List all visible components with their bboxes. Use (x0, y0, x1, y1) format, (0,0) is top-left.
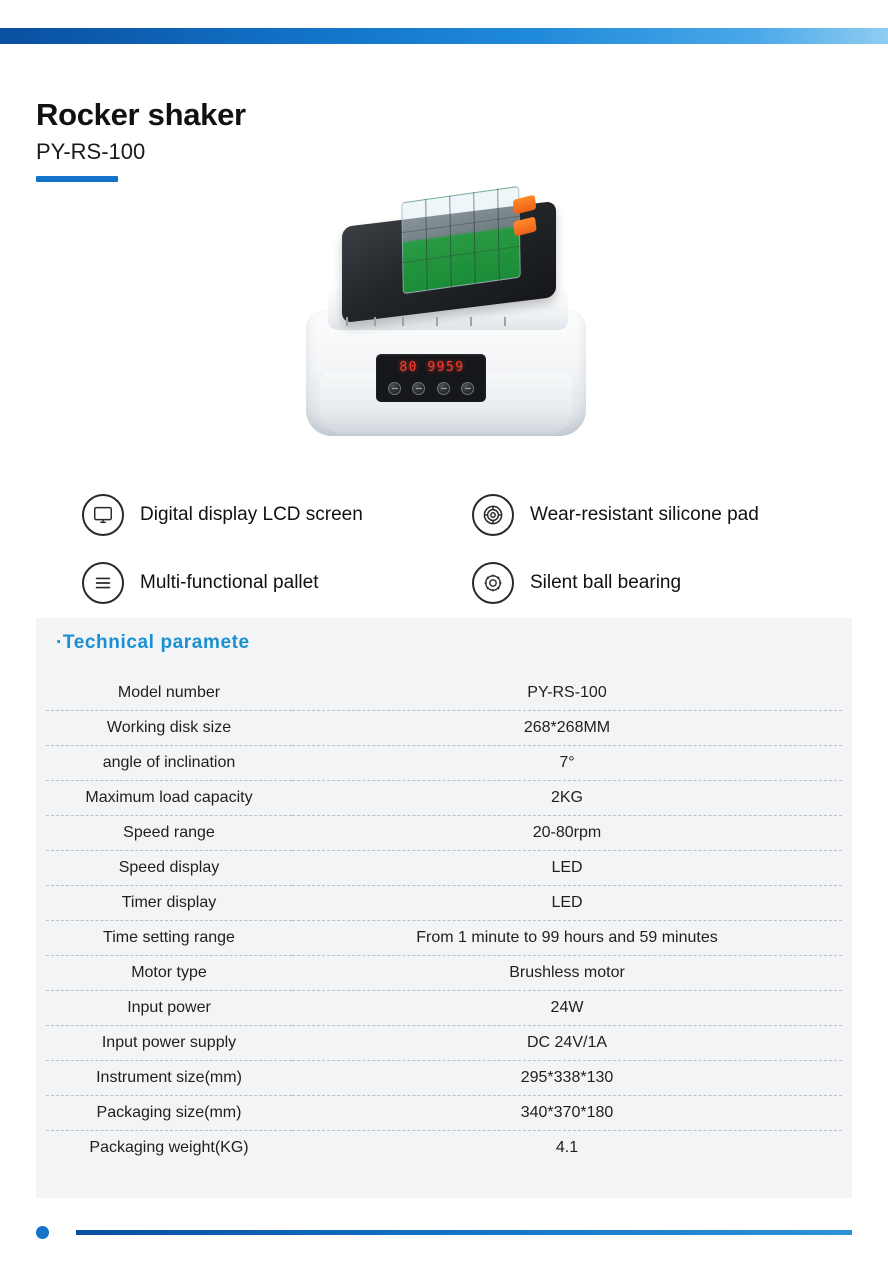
silicone-pad-icon (472, 494, 514, 536)
spec-value: Brushless motor (292, 956, 842, 991)
spec-value: 340*370*180 (292, 1096, 842, 1131)
spec-name: Packaging size(mm) (46, 1096, 292, 1131)
table-row (46, 886, 842, 921)
monitor-icon (82, 494, 124, 536)
deck-notches (344, 317, 534, 329)
feature-label: Silent ball bearing (530, 572, 682, 593)
gear-icon (472, 562, 514, 604)
spec-value: 2KG (292, 781, 842, 816)
feature-item-pallet (82, 562, 472, 604)
table-row (46, 781, 842, 816)
table-row (46, 1131, 842, 1166)
panel-button-1[interactable] (388, 382, 401, 395)
flask-body (401, 186, 521, 294)
spec-name: angle of inclination (46, 746, 292, 781)
panel-button-row[interactable] (388, 380, 474, 396)
table-row (46, 676, 842, 711)
spec-name: Input power supply (46, 1026, 292, 1061)
spec-name: Maximum load capacity (46, 781, 292, 816)
spec-name: Model number (46, 676, 292, 711)
table-row (46, 816, 842, 851)
page-title: Rocker shaker (36, 97, 246, 132)
pallet-icon (82, 562, 124, 604)
spec-value: From 1 minute to 99 hours and 59 minutes (292, 921, 842, 956)
title-block (36, 98, 246, 182)
spec-name: Speed display (46, 851, 292, 886)
led-readout: 80 9959 (399, 360, 465, 375)
spec-value: 24W (292, 991, 842, 1026)
spec-name: Packaging weight(KG) (89, 1139, 249, 1156)
product-model: PY-RS-100 (36, 139, 146, 165)
table-row (46, 711, 842, 746)
table-row (46, 1096, 842, 1131)
spec-value: 268*268MM (292, 711, 842, 746)
panel-button-4[interactable] (461, 382, 474, 395)
control-panel[interactable] (376, 354, 486, 402)
top-gradient-bar (0, 28, 888, 44)
spec-section (36, 618, 852, 1198)
culture-flask (401, 186, 521, 294)
spec-value: 295*338*130 (292, 1061, 842, 1096)
bottom-dot (36, 1226, 49, 1239)
table-row (46, 851, 842, 886)
spec-name: Timer display (46, 886, 292, 921)
spec-table (46, 676, 842, 1165)
spec-value: 20-80rpm (292, 816, 842, 851)
spec-value: LED (292, 851, 842, 886)
table-row (46, 1061, 842, 1096)
feature-item-silicone-pad (472, 494, 842, 536)
spec-name: Speed range (46, 816, 292, 851)
feature-item-ball-bearing (472, 562, 842, 604)
spec-name: Instrument size(mm) (46, 1061, 292, 1096)
spec-value: 4.1 (555, 1139, 579, 1156)
spec-name: Motor type (46, 956, 292, 991)
spec-value: LED (292, 886, 842, 921)
feature-list (82, 494, 842, 604)
panel-button-2[interactable] (412, 382, 425, 395)
feature-label: Digital display LCD screen (140, 504, 363, 525)
bottom-line (76, 1230, 852, 1235)
spec-value: 7° (292, 746, 842, 781)
table-row (46, 1026, 842, 1061)
feature-item-digital-display (82, 494, 472, 536)
spec-heading: ·Technical paramete (56, 632, 250, 653)
feature-label: Wear-resistant silicone pad (530, 504, 759, 525)
spec-value: PY-RS-100 (292, 676, 842, 711)
title-underline (36, 176, 118, 182)
feature-label: Multi-functional pallet (140, 572, 319, 593)
spec-name: Input power (46, 991, 292, 1026)
spec-name: Time setting range (46, 921, 292, 956)
table-row (46, 921, 842, 956)
table-row (46, 746, 842, 781)
spec-name: Working disk size (46, 711, 292, 746)
panel-button-3[interactable] (437, 382, 450, 395)
table-row (46, 991, 842, 1026)
table-row (46, 956, 842, 991)
product-image (286, 186, 606, 456)
spec-value: DC 24V/1A (292, 1026, 842, 1061)
